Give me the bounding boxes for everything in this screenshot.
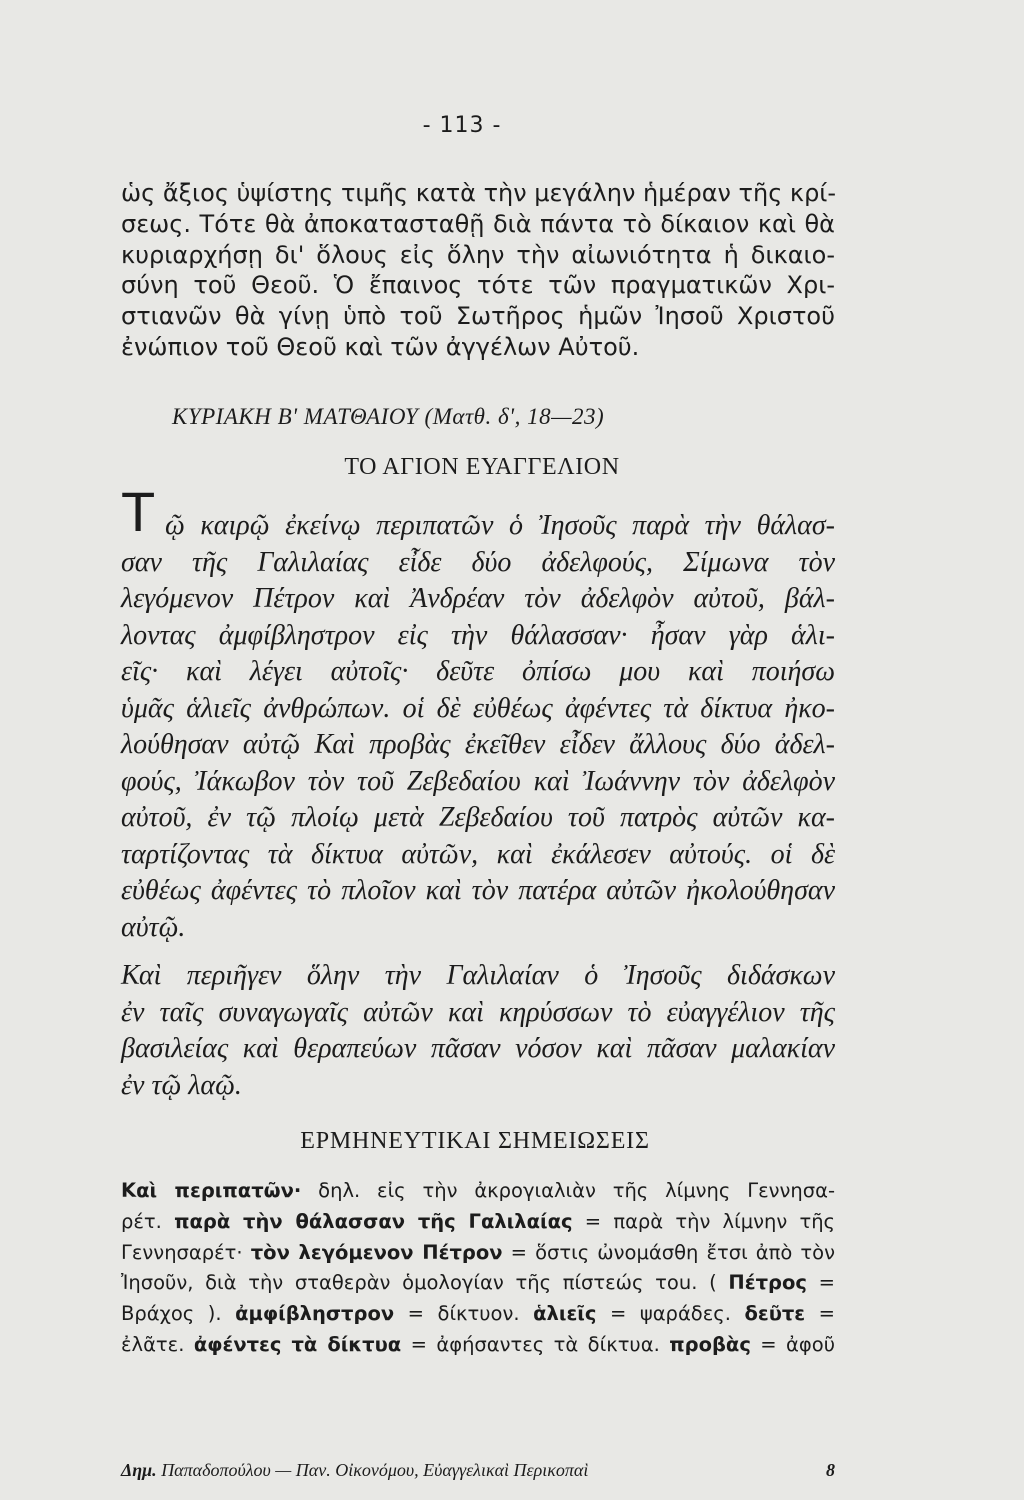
drop-cap: Τ [121,480,156,543]
note-text: = ἀφοῦ [750,1332,835,1356]
note-line [121,1299,835,1330]
sunday-title: ΚΥΡΙΑΚΗ Β' ΜΑΤΘΑΙΟΥ (Ματθ. δ', 18—23) [172,404,605,429]
note-text: ἐλᾶτε. [121,1332,194,1356]
note-term: τὸν λεγόμενον Πέτρον [250,1240,503,1264]
text-line: λοντας ἀμφίβληστρον εἰς τὴν θάλασσαν· ἦσαν γὰρ ἁλι- [121,619,835,651]
text-line: ὑμᾶς ἁλιεῖς ἀνθρώπων. οἱ δὲ εὐθέως ἀφέντες τὰ δίκτυα ἠκο- [121,692,835,724]
note-text: Βράχος ). [121,1302,236,1326]
text-line: βασιλείας καὶ θεραπεύων πᾶσαν νόσον καὶ πᾶσαν μαλακίαν [121,1033,835,1064]
text-line: Καὶ περιῆγεν ὅλην τὴν Γαλιλαίαν ὁ Ἰησοῦς διδάσκων [121,960,835,991]
text-line: ῷ καιρῷ ἐκείνῳ περιπατῶν ὁ Ἰησοῦς παρὰ τὴν θάλασ- [165,510,835,541]
text-line: ἐν ταῖς συναγωγαῖς αὐτῶν καὶ κηρύσσων τὸ εὐαγγέλιον τῆς [121,996,835,1028]
footer-author-abbr: Δημ. [121,1460,157,1480]
text-line: λεγόμενον Πέτρον καὶ Ἀνδρέαν τὸν ἀδελφὸν αὐτοῦ, βάλ- [121,583,835,614]
note-text: δηλ. εἰς τὴν ἀκρογιαλιὰν τῆς λίμνης Γεννησα- [301,1179,835,1202]
text-line: σεως. Τότε θὰ ἀποκατασταθῇ διὰ πάντα τὸ δίκαιον καὶ θὰ [121,209,835,238]
note-text: = παρὰ τὴν λίμνην τῆς [572,1209,835,1233]
text-line: αὐτῷ. [121,911,186,943]
text-line: αὐτοῦ, ἐν τῷ πλοίῳ μετὰ Ζεβεδαίου τοῦ πατρὸς αὐτῶν κα- [121,802,835,833]
interpretive-notes [121,1176,835,1361]
text-line: σαν τῆς Γαλιλαίας εἶδε δύο ἀδελφούς, Σίμωνα τὸν [121,546,835,578]
note-line [121,1238,835,1269]
note-text: = δίκτυον. [394,1302,534,1326]
note-term: Καὶ περιπατῶν· [121,1179,302,1202]
note-text: = [806,1271,835,1295]
page-footer [121,1460,835,1481]
note-term: ἀφέντες τὰ δίκτυα [193,1332,402,1356]
footer-text: Παπαδοπούλου — Παν. Οἰκονόμου, Εὐαγγελικαὶ Περικοπαὶ [156,1460,589,1480]
note-line [121,1176,835,1207]
text-line: εὐθέως ἀφέντες τὸ πλοῖον καὶ τὸν πατέρα αὐτῶν ἠκολούθησαν [121,875,835,906]
text-line: σύνη τοῦ Θεοῦ. Ὁ ἔπαινος τότε τῶν πραγματικῶν Χρι- [121,271,835,300]
note-term: προβὰς [669,1332,751,1356]
gospel-heading: ΤΟ ΑΓΙΟΝ ΕΥΑΓΓΕΛΙΟΝ [344,454,620,480]
text-line: ἐν τῷ λαῷ. [121,1069,242,1101]
note-text: = ὅστις ὠνομάσθη ἔτσι ἀπὸ τὸν [502,1240,835,1264]
signature-mark: 8 [826,1460,835,1480]
note-text: Ἰησοῦν, διὰ τὴν σταθερὰν ὁμολογίαν τῆς πίστεώς τοu. ( [121,1271,729,1295]
page-number: - 113 - [422,113,502,138]
note-term: ἀμφίβληστρον [235,1302,395,1326]
note-term: Πέτρος [728,1271,807,1295]
note-line [121,1268,835,1299]
text-line: ἐνώπιον τοῦ Θεοῦ καὶ τῶν ἀγγέλων Αὐτοῦ. [121,332,640,361]
note-line [121,1330,835,1361]
text-line: φούς, Ἰάκωβον τὸν τοῦ Ζεβεδαίου καὶ Ἰωάννην τὸν ἀδελφὸν [121,765,835,797]
text-line: κυριαρχήσῃ δι' ὅλους εἰς ὅλην τὴν αἰωνιότητα ἡ δικαιο- [121,240,835,269]
gospel-paragraph [121,508,835,946]
text-line: λούθησαν αὐτῷ Καὶ προβὰς ἐκεῖθεν εἶδεν ἄλλους δύο ἀδελ- [121,729,835,760]
text-line: στιανῶν θὰ γίνῃ ὑπὸ τοῦ Σωτῆρος ἡμῶν Ἰησοῦ Χριστοῦ [121,302,835,331]
text-line: ὡς ἄξιος ὑψίστης τιμῆς κατὰ τὴν μεγάλην ἡμέραν τῆς κρί- [121,179,837,207]
text-line: εῖς· καὶ λέγει αὐτοῖς· δεῦτε ὀπίσω μου καὶ ποιήσω [121,656,835,687]
note-text: ρέτ. [121,1209,175,1233]
notes-heading: ΕΡΜΗΝΕΥΤΙΚΑΙ ΣΗΜΕΙΩΣΕΙΣ [300,1128,650,1154]
note-term: δεῦτε [744,1302,806,1326]
note-term: ἁλιεῖς [533,1302,597,1326]
gospel-paragraph-2 [121,958,835,1104]
intro-paragraph [121,178,835,363]
note-text: Γεννησαρέτ· [121,1240,251,1264]
note-line [121,1207,835,1238]
note-text: = [805,1302,836,1326]
text-line: ταρτίζοντας τὰ δίκτυα αὐτῶν, καὶ ἐκάλεσεν αὐτούς. οἱ δὲ [121,838,835,870]
note-text: = ἀφήσαντες τὰ δίκτυα. [401,1332,670,1356]
note-text: = ψαράδες. [596,1302,745,1326]
note-term: παρὰ τὴν θάλασσαν τῆς Γαλιλαίας [174,1209,573,1233]
